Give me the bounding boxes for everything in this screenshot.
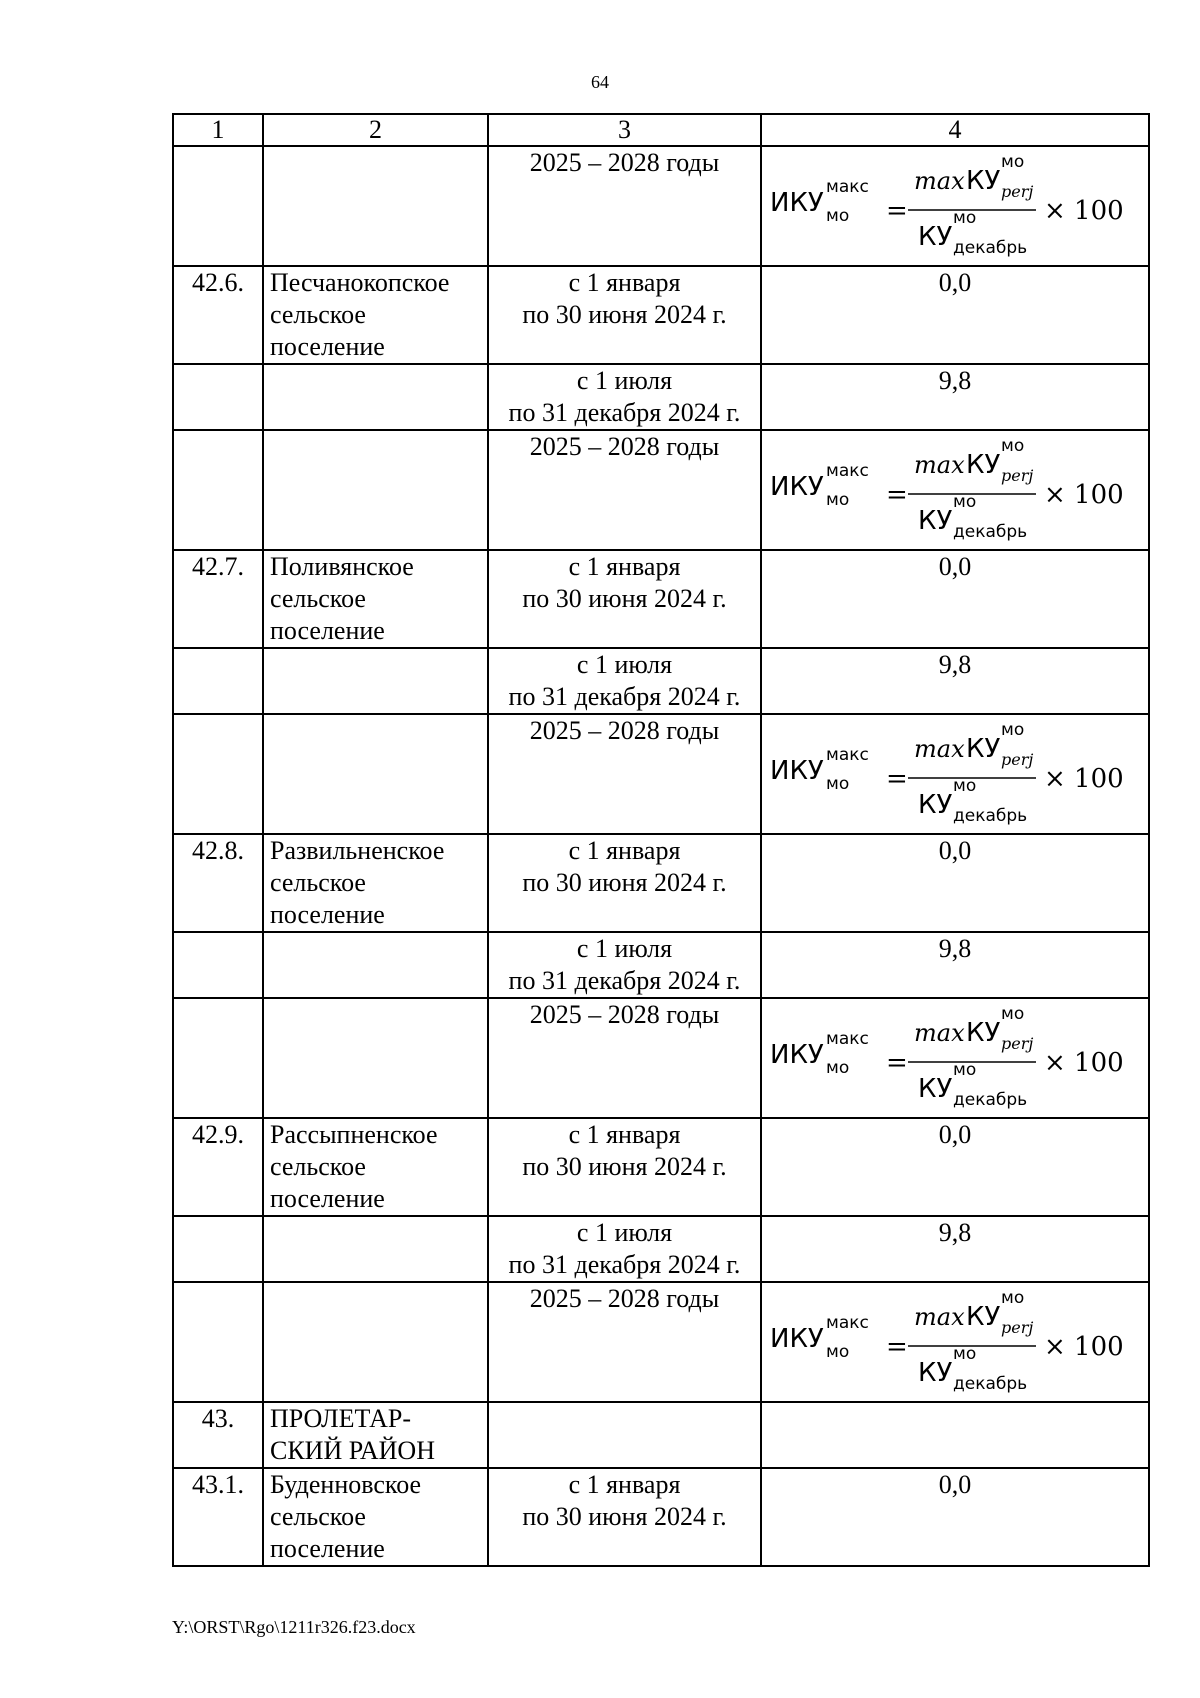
text-line: с 1 января [568, 268, 681, 297]
formula-numerator-base: КУ [966, 166, 1001, 196]
formula-times-100: × 100 [1044, 196, 1124, 226]
period-cell [488, 1282, 761, 1402]
name-cell [263, 998, 488, 1118]
period-cell [488, 1402, 761, 1468]
name-cell [263, 1468, 488, 1566]
number-cell [173, 1282, 263, 1402]
period-cell [488, 834, 761, 932]
period-cell [488, 648, 761, 714]
number-cell [173, 1216, 263, 1282]
value-cell: 9,8 [761, 364, 1149, 430]
name-cell [263, 146, 488, 266]
value-cell: 0,0 [761, 1118, 1149, 1216]
number-cell: 43. [173, 1402, 263, 1468]
period-cell [488, 430, 761, 550]
table-row [173, 1118, 1149, 1216]
period-text: 2025 – 2028 годы [529, 716, 720, 745]
period-cell [488, 1468, 761, 1566]
table-row [173, 932, 1149, 998]
formula-equals: = [886, 1332, 908, 1362]
name-cell [263, 1282, 488, 1402]
formula-numerator-subscript: perj [1001, 1318, 1034, 1337]
text-line: поселение [270, 1184, 385, 1213]
formula-denominator-subscript: декабрь [953, 1090, 1028, 1110]
formula-times-100: × 100 [1044, 480, 1124, 510]
text-line: Развильненское [270, 836, 445, 865]
period-cell [488, 266, 761, 364]
period-cell [488, 932, 761, 998]
number-cell [173, 648, 263, 714]
formula-numerator-superscript: мо [1001, 1004, 1025, 1024]
formula-numerator-superscript: мо [1001, 1288, 1025, 1308]
text-line: с 1 июля [576, 366, 673, 395]
text-line: Поливянское [270, 552, 414, 581]
formula-lhs-subscript: мо [826, 206, 850, 226]
formula-denominator-base: КУ [918, 1358, 953, 1388]
formula-times-100: × 100 [1044, 764, 1124, 794]
formula-denominator-base: КУ [918, 222, 953, 252]
table-row [173, 714, 1149, 834]
table-row [173, 1216, 1149, 1282]
column-header: 1 [173, 114, 263, 146]
column-header: 4 [761, 114, 1149, 146]
formula-lhs-base: ИКУ [770, 1040, 824, 1070]
period-cell [488, 998, 761, 1118]
table-row [173, 834, 1149, 932]
text-line: с 1 января [568, 1120, 681, 1149]
formula-equals: = [886, 764, 908, 794]
formula-numerator-subscript: perj [1001, 750, 1034, 769]
formula-numerator-superscript: мо [1001, 152, 1025, 172]
period-text: 2025 – 2028 годы [529, 1000, 720, 1029]
formula-lhs-subscript: мо [826, 1058, 850, 1078]
value-cell: 0,0 [761, 1468, 1149, 1566]
formula-max-prefix: max [914, 735, 965, 763]
name-cell [263, 1118, 488, 1216]
number-cell: 42.7. [173, 550, 263, 648]
text-line: поселение [270, 332, 385, 361]
value-cell [761, 146, 1149, 266]
name-cell [263, 932, 488, 998]
text-line: сельское [270, 584, 366, 613]
number-cell [173, 146, 263, 266]
text-line: сельское [270, 1152, 366, 1181]
name-cell [263, 1402, 488, 1468]
formula-numerator-base: КУ [966, 1302, 1001, 1332]
text-line: поселение [270, 1534, 385, 1563]
formula-max-prefix: max [914, 451, 965, 479]
text-line: сельское [270, 300, 366, 329]
formula-equals: = [886, 1048, 908, 1078]
formula-denominator-base: КУ [918, 790, 953, 820]
column-header: 2 [263, 114, 488, 146]
text-line: Песчанокопское [270, 268, 450, 297]
name-cell [263, 714, 488, 834]
file-path-footer: Y:\ORST\Rgo\1211r326.f23.docx [172, 1617, 416, 1637]
formula-lhs-subscript: мо [826, 774, 850, 794]
period-cell [488, 550, 761, 648]
formula-denominator-superscript: мо [953, 776, 977, 796]
value-cell [761, 1402, 1149, 1468]
formula-max-prefix: max [914, 1019, 965, 1047]
table-row [173, 998, 1149, 1118]
table-row [173, 648, 1149, 714]
period-cell [488, 146, 761, 266]
formula [768, 1283, 1142, 1393]
text-line: с 1 января [568, 1470, 681, 1499]
formula-lhs-base: ИКУ [770, 1324, 824, 1354]
formula-numerator-base: КУ [966, 450, 1001, 480]
text-line: по 31 декабря 2024 г. [508, 966, 741, 995]
text-line: с 1 июля [576, 1218, 673, 1247]
formula-graphic [768, 431, 1144, 543]
formula-graphic [768, 715, 1144, 827]
formula-lhs-subscript: мо [826, 490, 850, 510]
formula-numerator-subscript: perj [1001, 1034, 1034, 1053]
period-cell [488, 714, 761, 834]
text-line: по 30 июня 2024 г. [522, 868, 727, 897]
text-line: по 31 декабря 2024 г. [508, 398, 741, 427]
period-text: 2025 – 2028 годы [529, 148, 720, 177]
table-row [173, 550, 1149, 648]
name-cell [263, 648, 488, 714]
formula-denominator-superscript: мо [953, 1060, 977, 1080]
value-cell: 9,8 [761, 1216, 1149, 1282]
formula-numerator-superscript: мо [1001, 436, 1025, 456]
text-line: Буденновское [270, 1470, 422, 1499]
formula-graphic [768, 999, 1144, 1111]
table-row [173, 1282, 1149, 1402]
formula-numerator-subscript: perj [1001, 182, 1034, 201]
text-line: с 1 июля [576, 650, 673, 679]
name-cell [263, 364, 488, 430]
text-line: сельское [270, 868, 366, 897]
text-line: СКИЙ РАЙОН [270, 1436, 435, 1465]
number-cell [173, 998, 263, 1118]
text-line: по 30 июня 2024 г. [522, 1502, 727, 1531]
formula-times-100: × 100 [1044, 1048, 1124, 1078]
name-cell [263, 834, 488, 932]
column-header: 3 [488, 114, 761, 146]
text-line: поселение [270, 616, 385, 645]
formula-max-prefix: max [914, 1303, 965, 1331]
period-cell [488, 1118, 761, 1216]
number-cell: 43.1. [173, 1468, 263, 1566]
formula-denominator-superscript: мо [953, 1344, 977, 1364]
name-cell [263, 430, 488, 550]
formula-lhs-base: ИКУ [770, 472, 824, 502]
period-text: 2025 – 2028 годы [529, 432, 720, 461]
period-text: 2025 – 2028 годы [529, 1284, 720, 1313]
value-cell: 9,8 [761, 932, 1149, 998]
formula-lhs-superscript: макс [826, 1029, 869, 1049]
formula-lhs-subscript: мо [826, 1342, 850, 1362]
name-cell [263, 266, 488, 364]
text-line: поселение [270, 900, 385, 929]
text-line: по 31 декабря 2024 г. [508, 682, 741, 711]
formula-denominator-superscript: мо [953, 208, 977, 228]
table-row [173, 266, 1149, 364]
value-cell: 9,8 [761, 648, 1149, 714]
value-cell [761, 714, 1149, 834]
text-line: с 1 января [568, 552, 681, 581]
text-line: по 30 июня 2024 г. [522, 1152, 727, 1181]
formula-max-prefix: max [914, 167, 965, 195]
formula-lhs-base: ИКУ [770, 756, 824, 786]
formula-equals: = [886, 480, 908, 510]
formula-denominator-superscript: мо [953, 492, 977, 512]
tariff-table [172, 113, 1150, 1567]
formula-denominator-base: КУ [918, 1074, 953, 1104]
formula-graphic [768, 147, 1144, 259]
text-line: ПРОЛЕТАР- [270, 1404, 412, 1433]
name-cell [263, 550, 488, 648]
page-number: 64 [591, 72, 609, 92]
value-cell: 0,0 [761, 834, 1149, 932]
text-line: по 30 июня 2024 г. [522, 300, 727, 329]
formula-lhs-base: ИКУ [770, 188, 824, 218]
formula-denominator-subscript: декабрь [953, 238, 1028, 258]
table-row [173, 1402, 1149, 1468]
number-cell [173, 430, 263, 550]
formula [768, 147, 1142, 257]
text-line: сельское [270, 1502, 366, 1531]
formula-lhs-superscript: макс [826, 461, 869, 481]
formula [768, 715, 1142, 825]
value-cell [761, 1282, 1149, 1402]
formula-lhs-superscript: макс [826, 745, 869, 765]
table-row [173, 1468, 1149, 1566]
value-cell [761, 998, 1149, 1118]
formula-lhs-superscript: макс [826, 1313, 869, 1333]
value-cell: 0,0 [761, 266, 1149, 364]
text-line: с 1 июля [576, 934, 673, 963]
number-cell [173, 714, 263, 834]
formula-denominator-subscript: декабрь [953, 806, 1028, 826]
text-line: по 31 декабря 2024 г. [508, 1250, 741, 1279]
table-row [173, 146, 1149, 266]
formula-graphic [768, 1283, 1144, 1395]
text-line: Рассыпненское [270, 1120, 438, 1149]
number-cell: 42.8. [173, 834, 263, 932]
formula-numerator-superscript: мо [1001, 720, 1025, 740]
table-row [173, 364, 1149, 430]
formula-equals: = [886, 196, 908, 226]
number-cell: 42.9. [173, 1118, 263, 1216]
formula [768, 431, 1142, 541]
formula-times-100: × 100 [1044, 1332, 1124, 1362]
text-line: по 30 июня 2024 г. [522, 584, 727, 613]
period-cell [488, 364, 761, 430]
number-cell [173, 932, 263, 998]
formula-denominator-subscript: декабрь [953, 522, 1028, 542]
formula-numerator-subscript: perj [1001, 466, 1034, 485]
number-cell: 42.6. [173, 266, 263, 364]
value-cell [761, 430, 1149, 550]
formula-denominator-base: КУ [918, 506, 953, 536]
formula-numerator-base: КУ [966, 1018, 1001, 1048]
name-cell [263, 1216, 488, 1282]
formula-numerator-base: КУ [966, 734, 1001, 764]
formula [768, 999, 1142, 1109]
table-header-row [173, 114, 1149, 146]
period-cell [488, 1216, 761, 1282]
formula-denominator-subscript: декабрь [953, 1374, 1028, 1394]
formula-lhs-superscript: макс [826, 177, 869, 197]
number-cell [173, 364, 263, 430]
value-cell: 0,0 [761, 550, 1149, 648]
text-line: с 1 января [568, 836, 681, 865]
table-row [173, 430, 1149, 550]
